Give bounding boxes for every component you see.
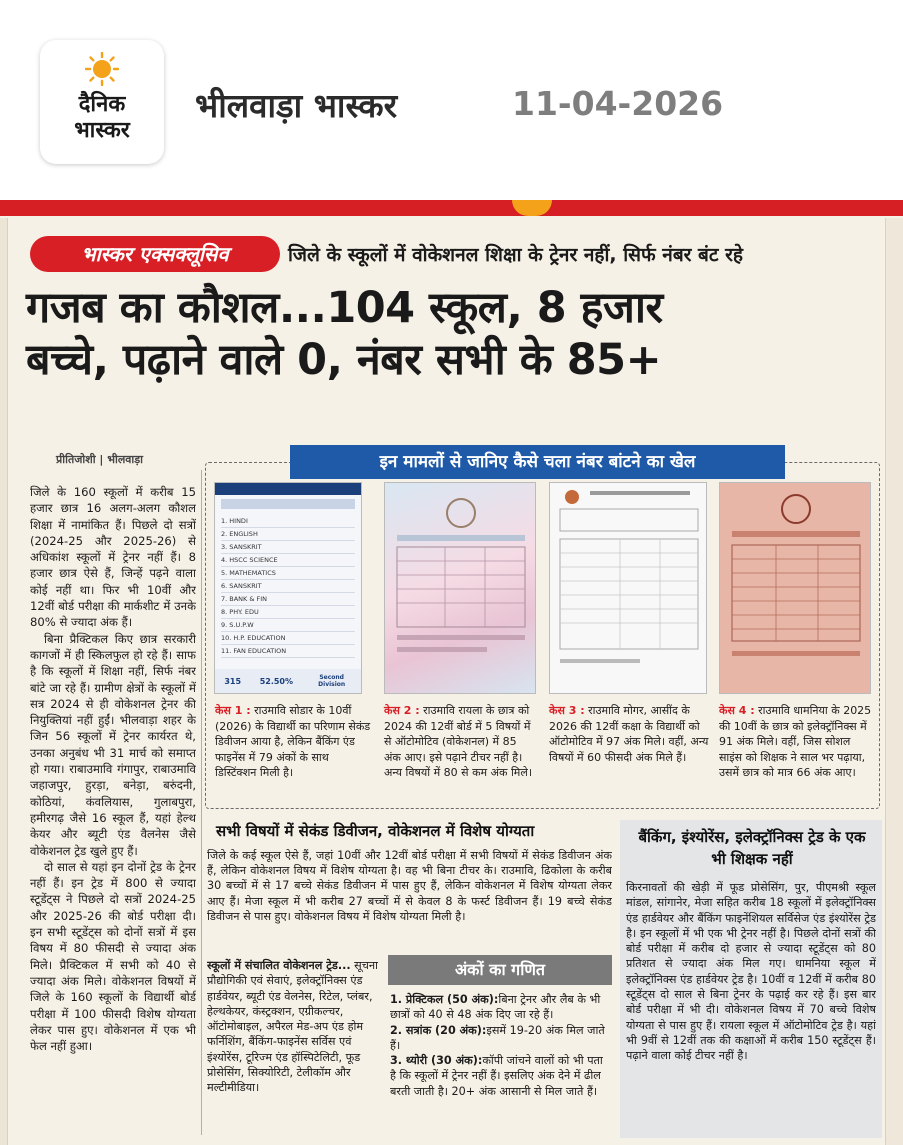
edition-date: 11-04-2026 xyxy=(512,84,724,123)
marks-math-list xyxy=(390,992,612,1138)
marksheet-3-graphic xyxy=(550,483,707,694)
adjacent-page-left-edge xyxy=(0,218,8,1145)
trades-title: स्कूलों में संचालित वोकेशनल ट्रेड... xyxy=(207,959,351,972)
marks-item-head: 3. थ्योरी (30 अंक): xyxy=(390,1054,483,1068)
body-column-left xyxy=(30,484,196,1134)
marksheet-photo-3 xyxy=(549,482,707,694)
marksheet-subheader xyxy=(221,499,355,509)
marksheet-4-graphic xyxy=(720,483,871,694)
adjacent-page-right-edge xyxy=(885,218,903,1145)
marksheet-row: 6. SANSKRIT xyxy=(221,580,355,593)
marksheet-row: 1. HINDI xyxy=(221,515,355,528)
publication-title: भीलवाड़ा भास्कर xyxy=(195,86,398,125)
marksheet-row: 3. SANSKRIT xyxy=(221,541,355,554)
marksheet-photo-1 xyxy=(214,482,362,694)
case-label: केस 4 : xyxy=(719,704,755,717)
case-text: राउमावि मोगर, आसींद के 2026 की 12वीं कक्षा के विद्यार्थी को ऑटोमोटिव में 97 अंक मिले। वहीं, अन्य विषयों में 60 फीसदी अंक मिले हैं। xyxy=(549,704,709,764)
marksheet-row: 11. FAN EDUCATION xyxy=(221,645,355,658)
byline: प्रीतिजोशी | भीलवाड़ा xyxy=(56,453,143,466)
body-paragraph: किरनावतों की खेड़ी में फूड प्रोसेसिंग, पुर, पीएमश्री स्कूल मांडल, सांगानेर, मेजा सहित करीब 18 स्कूलों में इलेक्ट्रॉनिक्स एंड हार्डवेयर और बैंकिंग फाइनेंशियल सर्विसेज एंड इंश्योरेंस ट्रेड है। इन स्कूलों में भी एक भी ट्रेनर नहीं है। पिछले दोनों सत्रों की बोर्ड परीक्षा में करीब दो हजार से ज्यादा स्टूडेंट्स को 80 प्रतिशत से ज्यादा अंक मिल गए। धामनिया स्कूल में इलेक्ट्रॉनिक्स एंड हार्डवेयर ट्रेड है। 10वीं व 12वीं में करीब 80 स्टूडेंट्स दो साल से बिना ट्रेनर के पढ़ाई कर रहे हैं। इस बार बोर्ड परीक्षा में भी दी। वोकेशनल विषय में 70 बच्चे विशेष योग्यता से पास हुए हैं। रायला स्कूल में ऑटोमोटिव ट्रेड है। यहां भी 9वीं से 12वीं तक की कक्षाओं में करीब 150 स्टूडेंट्स हैं। पढ़ाने वाला कोई टीचर नहीं है। xyxy=(626,881,876,1063)
body-paragraph: जिले के कई स्कूल ऐसे हैं, जहां 10वीं और 12वीं बोर्ड परीक्षा में सभी विषयों में सेकंड डिवीजन अंक हैं, लेकिन वोकेशनल विषय में विशेष योग्यता है। वह भी बिना टीचर के। राउमावि, ढिकोला के करीब 30 बच्चों में से 17 बच्चे सेकंड डिवीजन में पास हुए हैं, लेकिन वोकेशनल में विशेष योग्यता लेकर आए हैं। मेजा स्कूल में भी करीब 27 बच्चों में से केवल 8 के फर्स्ट डिवीजन हैं। 19 बच्चे सेकंड डिवीजन से पास हुए। वोकेशनल विषय में विशेष योग्यता मिली है। xyxy=(207,849,612,923)
marksheet-row: 9. S.U.P.W xyxy=(221,619,355,632)
app-header xyxy=(0,0,903,200)
sun-icon xyxy=(85,52,119,86)
masthead-sun xyxy=(512,200,552,216)
masthead-red-bar xyxy=(0,200,903,216)
marks-item-text: बिना ट्रेनर और लैब के भी छात्रों को 40 से 48 अंक दिए जा रहे हैं। xyxy=(390,993,601,1022)
marksheet-division: Second Division xyxy=(318,674,346,688)
body-paragraph: जिले के 160 स्कूलों में करीब 15 हजार छात्र 16 अलग-अलग कौशल शिक्षा में नामांकित हैं। पिछले दो सत्रों (2024-25 और 2025-26) से अधिकांश स्कूलों में ट्रेनर नहीं हैं। 8 हजार छात्र ऐसे हैं, जिन्हें पढ़ने वाला कोई नहीं था। फिर भी 10वीं और 12वीं बोर्ड परीक्षा की मार्कशीट में उनके 80% से ज्यादा अंक हैं। xyxy=(30,485,196,630)
column-rule xyxy=(201,470,202,1135)
body-paragraph: बिना प्रैक्टिकल किए छात्र सरकारी कागजों में ही स्किलफुल हो रहे हैं। साफ है कि स्कूलों में शिक्षा नहीं, सिर्फ नंबर बांटे जा रहे हैं। ग्रामीण क्षेत्रों के स्कूलों में सत्र 2024 से ही वोकेशनल ट्रेनर की नियुक्तियां नहीं हुईं। भीलवाड़ा शहर के जिन 56 स्कूलों में ट्रेनर कार्यरत थे, उनका अनुबंध भी 31 मार्च को समाप्त हो गया। राबाउमावि गंगापुर, राबाउमावि जहाजपुर, हुरड़ा, बनेड़ा, बरुंदनी, कोठियां, कंवलियास, गुलाबपुरा, हमीरगढ़ जैसे 16 स्कूल हैं, यहां हेल्थ केयर और ब्यूटी एंड वैलनेस जैसे वोकेशनल ट्रेड खुले हुए हैं। xyxy=(30,631,196,858)
case-label: केस 3 : xyxy=(549,704,585,717)
marksheet-row: 7. BANK & FIN xyxy=(221,593,355,606)
cases-banner: इन मामलों से जानिए कैसे चला नंबर बांटने का खेल xyxy=(290,445,785,479)
case-label: केस 2 : xyxy=(384,704,420,717)
trades-body: सूचना प्रौद्योगिकी एवं सेवाएं, इलेक्ट्रॉनिक्स एंड हार्डवेयर, ब्यूटी एंड वेलनेस, रिटेल, प्लंबर, हेल्थकेयर, कंस्ट्रक्शन, एग्रीकल्चर, ऑटोमोबाइल, अपैरल मेड-अप एंड होम फर्निशिंग, बैंकिंग-फाइनेंस सर्विस एवं इंश्योरेंस, टूरिज्म एंड हॉस्पिटेलिटी, फूड प्रोसेसिंग, सिक्योरिटी, टेलीकॉम और मल्टीमीडिया। xyxy=(207,959,378,1095)
dainik-bhaskar-logo[interactable] xyxy=(40,40,164,164)
case-text: राउमावि सोडार के 10वीं (2026) के विद्यार्थी का परिणाम सेकंड डिवीजन आया है, लेकिन बैंकिंग एंड फाइनेंस में 79 अंकों के साथ डिस्टिंक्शन मिली है। xyxy=(215,704,371,779)
marksheet-photo-2 xyxy=(384,482,536,694)
marksheet-percent: 52.50% xyxy=(259,676,294,686)
main-headline xyxy=(26,282,886,386)
marksheet-total: 315 xyxy=(224,676,242,686)
section-mid-title: सभी विषयों में सेकंड डिवीजन, वोकेशनल में विशेष योग्यता xyxy=(216,822,535,840)
marksheet-rows xyxy=(215,513,361,660)
case-caption-4 xyxy=(719,703,875,781)
right-box-body xyxy=(626,880,876,1132)
marksheet-row: 10. H.P. EDUCATION xyxy=(221,632,355,645)
headline-line1: गजब का कौशल...104 स्कूल, 8 हजार xyxy=(26,283,663,333)
case-text: राउमावि धामनिया के 2025 की 10वीं के छात्र को इलेक्ट्रॉनिक्स में 91 अंक मिले। वहीं, जिस सोशल साइंस को शिक्षक ने साल भर पढ़ाया, उसमें छात्र को मात्र 66 अंक आए। xyxy=(719,704,872,779)
marksheet-row: 2. ENGLISH xyxy=(221,528,355,541)
logo-text-line1: दैनिक xyxy=(78,92,126,117)
section-mid-body xyxy=(207,848,612,950)
marks-item-text: इसमें 19-20 अंक मिल जाते हैं। xyxy=(390,1023,605,1052)
marks-math-title: अंकों का गणित xyxy=(388,955,612,985)
marks-item-text: कॉपी जांचने वालों को भी पता है कि स्कूलों में ट्रेनर नहीं हैं। इसलिए अंक देने में ढील बरती जाती है। 20+ अंक आसानी से मिल जाते हैं। xyxy=(390,1054,603,1098)
trades-list xyxy=(207,958,382,1138)
case-caption-2 xyxy=(384,703,534,781)
marksheet-header-band xyxy=(215,483,361,495)
marksheet-row: 4. HSCC SCIENCE xyxy=(221,554,355,567)
kicker-headline: जिले के स्कूलों में वोकेशनल शिक्षा के ट्रेनर नहीं, सिर्फ नंबर बंट रहे xyxy=(288,244,743,266)
body-paragraph: दो साल से यहां इन दोनों ट्रेड के ट्रेनर नहीं हैं। इन ट्रेड में 800 से ज्यादा स्टूडेंट्स ने पिछले दो सत्रों 2024-25 और 2025-26 की बोर्ड परीक्षा दी। इन सभी स्टूडेंट्स को दोनों सत्रों में इस विषय में 80 फीसदी से ज्यादा अंक मिले। प्रैक्टिकल में सभी को 40 से ज्यादा अंक मिले। वोकेशनल विषयों में जिले के 160 स्कूलों के विद्यार्थी बोर्ड परीक्षा में 100 फीसदी विशेष योग्यता लेकर पास हुए। वोकेशनल में एक भी फेल नहीं हुआ। xyxy=(30,859,196,1054)
marks-item-head: 1. प्रेक्टिकल (50 अंक): xyxy=(390,993,499,1006)
logo-text-line2: भास्कर xyxy=(74,118,130,143)
marksheet-row: 5. MATHEMATICS xyxy=(221,567,355,580)
marksheet-row: 8. PHY. EDU xyxy=(221,606,355,619)
right-box-title: बैंकिंग, इंश्योरेंस, इलेक्ट्रॉनिक्स ट्रेड के एक भी शिक्षक नहीं xyxy=(638,828,866,868)
case-label: केस 1 : xyxy=(215,704,251,717)
marks-item-head: 2. सत्रांक (20 अंक): xyxy=(390,1023,487,1037)
exclusive-badge: भास्कर एक्सक्लूसिव xyxy=(30,236,280,272)
case-caption-1 xyxy=(215,703,373,781)
marksheet-2-graphic xyxy=(385,483,536,694)
case-text: राउमावि रायला के छात्र को 2024 की 12वीं बोर्ड में 5 विषयों में से ऑटोमोटिव (वोकेशनल) में 85 अंक आए। इसे पढ़ाने टीचर नहीं है। अन्य विषयों में 80 से कम अंक मिले। xyxy=(384,704,532,779)
headline-line2: बच्चे, पढ़ाने वाले 0, नंबर सभी के 85+ xyxy=(26,335,662,385)
case-caption-3 xyxy=(549,703,709,765)
marksheet-photo-4 xyxy=(719,482,871,694)
